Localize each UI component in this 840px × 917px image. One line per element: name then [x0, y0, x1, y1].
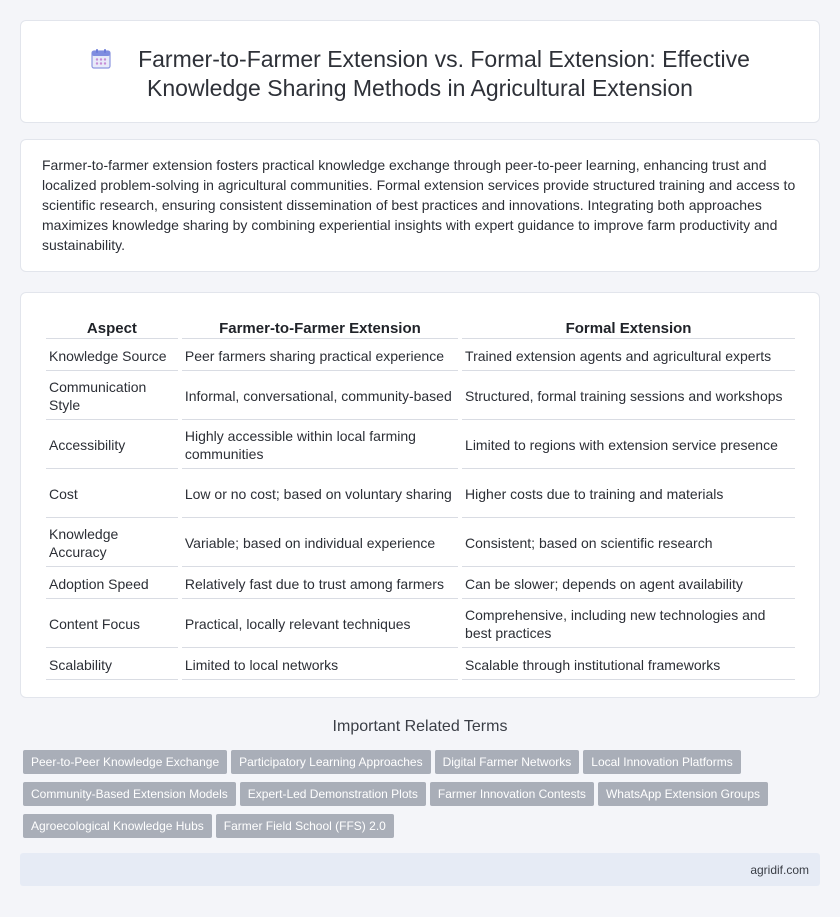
- term-tag[interactable]: Local Innovation Platforms: [583, 750, 740, 774]
- header-card: [20, 20, 820, 123]
- cell-farmer: Variable; based on individual experience: [182, 520, 458, 567]
- cell-farmer: Practical, locally relevant techniques: [182, 601, 458, 648]
- term-tag[interactable]: WhatsApp Extension Groups: [598, 782, 768, 806]
- term-tag[interactable]: Agroecological Knowledge Hubs: [23, 814, 212, 838]
- header-farmer-to-farmer: Farmer-to-Farmer Extension: [182, 319, 458, 339]
- cell-aspect: Knowledge Source: [46, 341, 178, 371]
- header-formal: Formal Extension: [462, 319, 795, 339]
- page-title: [21, 45, 819, 103]
- related-terms-list: [23, 750, 803, 846]
- cell-aspect: Knowledge Accuracy: [46, 520, 178, 567]
- cell-formal: Limited to regions with extension service presence: [462, 422, 795, 469]
- term-tag[interactable]: Farmer Field School (FFS) 2.0: [216, 814, 394, 838]
- cell-formal: Can be slower; depends on agent availability: [462, 569, 795, 599]
- table-row: [46, 650, 795, 680]
- cell-formal: Higher costs due to training and materials: [462, 471, 795, 518]
- term-tag[interactable]: Peer-to-Peer Knowledge Exchange: [23, 750, 227, 774]
- table-row: [46, 341, 795, 371]
- header-aspect: Aspect: [46, 319, 178, 339]
- term-tag[interactable]: Community-Based Extension Models: [23, 782, 236, 806]
- cell-formal: Comprehensive, including new technologies and best practices: [462, 601, 795, 648]
- cell-aspect: Cost: [46, 471, 178, 518]
- table-row: [46, 601, 795, 648]
- table-row: [46, 569, 795, 599]
- cell-aspect: Scalability: [46, 650, 178, 680]
- cell-aspect: Content Focus: [46, 601, 178, 648]
- cell-formal: Structured, formal training sessions and workshops: [462, 373, 795, 420]
- table-row: [46, 422, 795, 469]
- calendar-icon: [90, 48, 112, 70]
- cell-aspect: Accessibility: [46, 422, 178, 469]
- table-row: [46, 471, 795, 518]
- cell-aspect: Communication Style: [46, 373, 178, 420]
- intro-card: [20, 139, 820, 272]
- footer-site-link[interactable]: agridif.com: [750, 863, 809, 877]
- cell-farmer: Low or no cost; based on voluntary sharing: [182, 471, 458, 518]
- title-line-2: Knowledge Sharing Methods in Agricultural Extension: [147, 75, 693, 101]
- term-tag[interactable]: Participatory Learning Approaches: [231, 750, 430, 774]
- term-tag[interactable]: Digital Farmer Networks: [435, 750, 580, 774]
- cell-aspect: Adoption Speed: [46, 569, 178, 599]
- cell-farmer: Limited to local networks: [182, 650, 458, 680]
- cell-formal: Trained extension agents and agricultural experts: [462, 341, 795, 371]
- table-header-row: [46, 319, 795, 339]
- intro-paragraph: Farmer-to-farmer extension fosters practical knowledge exchange through peer-to-peer learning, enhancing trust and localized problem-solving in agricultural communities. Formal extension services provide structured training and access to scientific research, ensuring consistent dissemination of best practices and innovations. Integrating both approaches maximizes knowledge sharing by combining experiential insights with expert guidance to improve farm productivity and sustainability.: [42, 157, 796, 253]
- cell-formal: Scalable through institutional frameworks: [462, 650, 795, 680]
- cell-farmer: Peer farmers sharing practical experience: [182, 341, 458, 371]
- cell-farmer: Highly accessible within local farming communities: [182, 422, 458, 469]
- title-line-1: Farmer-to-Farmer Extension vs. Formal Extension: Effective: [21, 45, 819, 74]
- cell-farmer: Relatively fast due to trust among farmers: [182, 569, 458, 599]
- cell-formal: Consistent; based on scientific research: [462, 520, 795, 567]
- term-tag[interactable]: Farmer Innovation Contests: [430, 782, 594, 806]
- comparison-card: [20, 292, 820, 698]
- comparison-table: [42, 317, 799, 682]
- cell-farmer: Informal, conversational, community-based: [182, 373, 458, 420]
- footer: [20, 853, 820, 886]
- related-terms-title: Important Related Terms: [332, 718, 508, 735]
- term-tag[interactable]: Expert-Led Demonstration Plots: [240, 782, 426, 806]
- table-row: [46, 520, 795, 567]
- table-row: [46, 373, 795, 420]
